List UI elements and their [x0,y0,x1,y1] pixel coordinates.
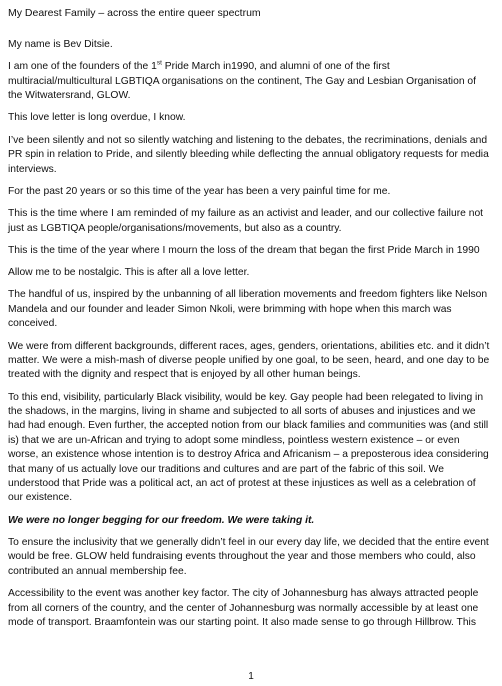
paragraph-founder-end: Pride March in1990, and alumni of one of the first multiracial/multicultural LGBTIQA organisations on the continent, The Gay and Lesbian Organisation of the Witwatersrand, GLOW. [8,61,477,102]
paragraph-intro: My name is Bev Ditsie. [8,39,113,50]
letter-heading: My Dearest Family – across the entire queer spectrum [8,7,261,19]
letter-body [8,38,490,638]
paragraph-inclusivity: To ensure the inclusivity that we generally didn’t feel in our every day life, we decided that the entire event would be free. GLOW held fundraising events throughout the year and those members who could, also contributed an annual membership fee. [8,537,489,577]
ordinal-superscript: st [156,59,162,67]
paragraph-visibility: To this end, visibility, particularly Black visibility, would be key. Gay people had been relegated to living in the shadows, in the margins, living in shame and subjected to all sorts of abuses and injustices and we had had enough. Even further, the accepted notion from our black families and communities was (and still is) that we are un-African and trying to adopt some mindless, pointless western existence – or even worse, an existence whose intention is to destroy Africa and Africanism – a preposterous idea considering that many of us actually love our traditions and cultures and are part of the fabric of this soil. We understood that Pride was a political act, an act of protest at these injustices as well as a celebration of our existence. [8,391,489,504]
paragraph-accessibility: Accessibility to the event was another key factor. The city of Johannesburg has always attracted people from all corners of the country, and the center of Johannesburg was normally accessible by at least one mode of transport. Braamfontein was our starting point. It also made sense to go through Hillbrow. This [8,588,479,628]
paragraph-mourn: This is the time of the year where I mourn the loss of the dream that began the first Pride March in 1990 [8,244,480,256]
paragraph-failure: This is the time where I am reminded of my failure as an activist and leader, and our collective failure not just as LGBTIQA people/organisations/movements, but also as a country. [8,208,484,234]
paragraph-watching: I’ve been silently and not so silently watching and listening to the debates, the recriminations, denials and PR spin in relation to Pride, and silently bleeding while deflecting the annual obligatory requests for media interviews. [8,134,489,175]
paragraph-founder-start: I am one of the founders of the 1 [8,61,157,73]
paragraph-handful: The handful of us, inspired by the unbanning of all liberation movements and freedom fighters like Nelson Mandela and our founder and leader Simon Nkoli, were brimming with hope when this march was conceived. [8,289,488,330]
paragraph-nostalgic: Allow me to be nostalgic. This is after all a love letter. [8,267,250,279]
paragraph-taking-it: We were no longer begging for our freedom. We were taking it. [8,514,315,526]
paragraph-backgrounds: We were from different backgrounds, different races, ages, genders, orientations, abilities etc. and it didn’t matter. We were a mish-mash of diverse people unified by one goal, to be seen, heard, and one day to be treated with the dignity and respect that is enjoyed by all other human beings. [8,340,490,381]
paragraph-founder [8,60,490,103]
paragraph-painful-time: For the past 20 years or so this time of the year has been a very painful time for me. [8,185,391,197]
paragraph-overdue: This love letter is long overdue, I know. [8,112,186,124]
page-number: 1 [248,671,254,682]
